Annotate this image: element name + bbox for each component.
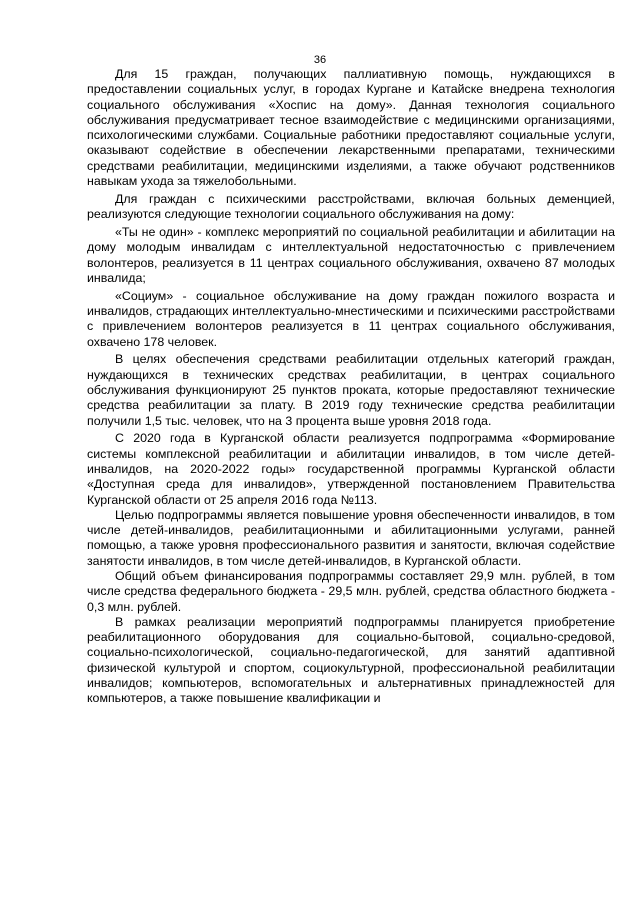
- page-number: 36: [313, 54, 327, 66]
- paragraph-subprogram-goal: Целью подпрограммы является повышение уровня обеспеченности инвалидов, в том числе детей-инвалидов, реабилитационными и абилитационными услугами, ранней помощью, а также уровня профессионального развития и занятости, включая содействие занятости инвалидов, в том числе детей-инвалидов, в Курганской области.: [87, 507, 615, 568]
- paragraph-socium: «Социум» - социальное обслуживание на дому граждан пожилого возраста и инвалидов, страдающих интеллектуально-мнестическими и психическими расстройствами с привлечением волонтеров реализуется в 11 центрах социального обслуживания, охвачено 178 человек.: [87, 288, 615, 349]
- paragraph-hospice-at-home: Для 15 граждан, получающих паллиативную помощь, нуждающихся в предоставлении социальных услуг, в городах Кургане и Катайске внедрена технология социального обслуживания «Хоспис на дому». Данная технология социального обслуживания предусматривает тесное взаимодействие с медицинскими организациями, психологическими службами. Социальные работники предоставляют социальные услуги, оказывают содействие в обеспечении лекарственными препаратами, техническими средствами реабилитации, медицинскими изделиями, а также обучают родственников навыкам ухода за тяжелобольными.: [87, 67, 615, 189]
- paragraph-planned-measures: В рамках реализации мероприятий подпрограммы планируется приобретение реабилитационного оборудования для социально-бытовой, социально-средовой, социально-психологической, социально-педагогической, для занятий адаптивной физической культурой и спортом, социокультурной, профессиональной реабилитации инвалидов; компьютеров, вспомогательных и альтернативных принадлежностей для компьютеров, а также повышение квалификации и: [87, 614, 615, 706]
- paragraph-subprogram-intro: С 2020 года в Курганской области реализуется подпрограмма «Формирование системы комплексной реабилитации и абилитации инвалидов, в том числе детей-инвалидов, на 2020-2022 годы» государственной программы Курганской области «Доступная среда для инвалидов», утвержденной постановлением Правительства Курганской области от 25 апреля 2016 года №113.: [87, 431, 615, 507]
- document-body: [87, 67, 615, 707]
- paragraph-financing: Общий объем финансирования подпрограммы составляет 29,9 млн. рублей, в том числе средства федерального бюджета - 29,5 млн. рублей, средства областного бюджета - 0,3 млн. рублей.: [87, 569, 615, 614]
- paragraph-mental-disorders-intro: Для граждан с психическими расстройствами, включая больных деменцией, реализуются следующие технологии социального обслуживания на дому:: [87, 191, 615, 222]
- paragraph-you-are-not-alone: «Ты не один» - комплекс мероприятий по социальной реабилитации и абилитации на дому молодым инвалидам с интеллектуальной недостаточностью с привлечением волонтеров, реализуется в 11 центрах социального обслуживания, охвачено 87 молодых инвалида;: [87, 224, 615, 285]
- paragraph-rental-points: В целях обеспечения средствами реабилитации отдельных категорий граждан, нуждающихся в технических средствах реабилитации, в центрах социального обслуживания функционируют 25 пунктов проката, которые предоставляют технические средства реабилитации за плату. В 2019 году технические средства реабилитации получили 1,5 тыс. человек, что на 3 процента выше уровня 2018 года.: [87, 352, 615, 428]
